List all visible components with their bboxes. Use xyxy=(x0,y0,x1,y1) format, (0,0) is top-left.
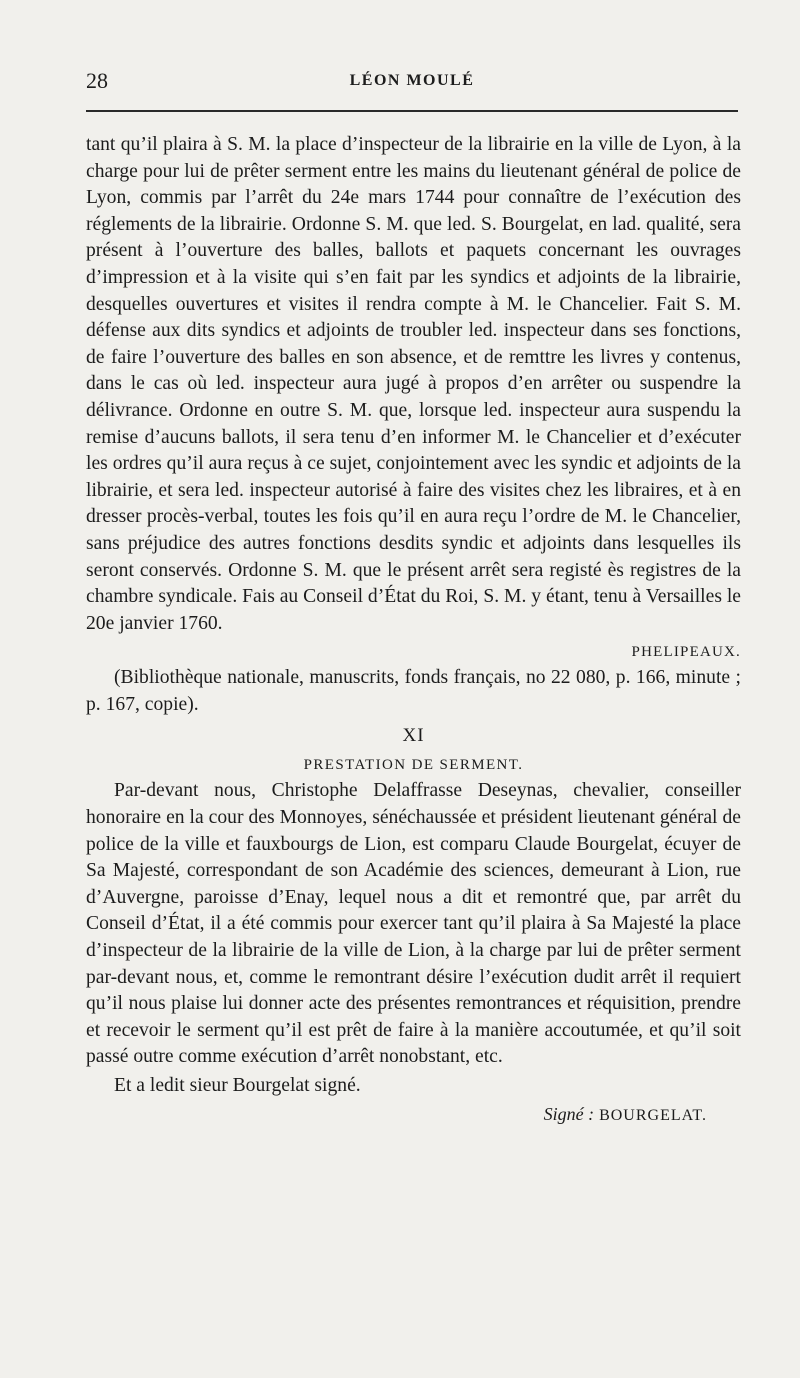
final-signature-name: BOURGELAT. xyxy=(599,1106,707,1124)
final-signature xyxy=(86,1104,741,1130)
page-header xyxy=(86,68,738,102)
final-signature-label: Signé : xyxy=(543,1103,595,1124)
page-body xyxy=(86,132,741,1130)
section-title: PRESTATION DE SERMENT. xyxy=(303,757,524,774)
source-note: (Bibliothèque nationale, manuscrits, fonds français, no 22 080, p. 166, minute ; p. 167, copie). xyxy=(86,667,741,715)
paragraph-decree: tant qu’il plaira à S. M. la place d’inspecteur de la librairie en la ville de Lyon, à la charge pour lui de prêter serment entre les mains du lieutenant général de police de Lyon, commis par l’arrêt du 24e mars 1744 pour connaître de l’exécution des réglements de la librairie. Ordonne S. M. que led. S. Bourgelat, en lad. qualité, sera présent à l’ouverture des balles, ballots et paquets concernant les ouvrages d’impression et à la visite qui s’en fait par les syndics et adjoints de la librairie, desquelles ouvertures et visites il rendra compte à M. le Chancelier. Fait S. M. défense aux dits syndics et adjoints de troubler led. inspecteur dans ses fonctions, de faire l’ouverture des balles en son absence, et de remttre les livres y contenus, dans le cas où led. inspecteur aura jugé à propos d’en arrêter ou suspendre la délivrance. Ordonne en outre S. M. que, lorsque led. inspecteur aura suspendu la remise d’aucuns ballots, il sera tenu d’en informer M. le Chancelier et d’exécuter les ordres qu’il aura reçus à ce sujet, conjointement avec les syndic et adjoints de la librairie, et sera led. inspecteur autorisé à faire des visites chez les libraires, et à en dresser procès-verbal, toutes les fois qu’il en aura reçu l’ordre de M. le Chancelier, sans préjudice des autres fonctions desdits syndic et adjoints dans lesquelles ils seront conservés. Ordonne S. M. que le présent arrêt sera registé ès registres de la chambre syndicale. Fais au Conseil d’État du Roi, S. M. y étant, tenu à Versailles le 20e janvier 1760. xyxy=(86,134,741,634)
running-head: LÉON MOULÉ xyxy=(349,72,475,89)
signature-phelipeaux: PHELIPEAUX. xyxy=(631,644,741,661)
closing-line: Et a ledit sieur Bourgelat signé. xyxy=(114,1075,361,1096)
paragraph-oath: Par-devant nous, Christophe Delaffrasse Deseynas, chevalier, conseiller honoraire en la cour des Monnoyes, sénéchaussée et président lieutenant général de police de la ville et fauxbourgs de Lion, est comparu Claude Bourgelat, écuyer de Sa Majesté, correspondant de son Académie des sciences, demeurant à Lion, rue d’Auvergne, paroisse d’Enay, lequel nous a dit et remontré que, par arrêt du Conseil d’État, il a été commis pour exercer tant qu’il plaira à Sa Majesté la place d’inspecteur de la librairie de la ville de Lion, à la charge par lui de prêter serment par-devant nous, et, comme le remontrant désire l’exécution dudit arrêt il requiert qu’il nous plaise lui donner acte des présentes remontrances et réquisition, prendre et recevoir le serment qu’il est prêt de faire à la manière accoutumée, et qu’il soit passé outre comme exécution d’arrêt nonobstant, etc. xyxy=(86,780,741,1068)
page-number: 28 xyxy=(86,68,108,93)
section-number: XI xyxy=(402,725,425,747)
header-rule xyxy=(86,110,738,112)
